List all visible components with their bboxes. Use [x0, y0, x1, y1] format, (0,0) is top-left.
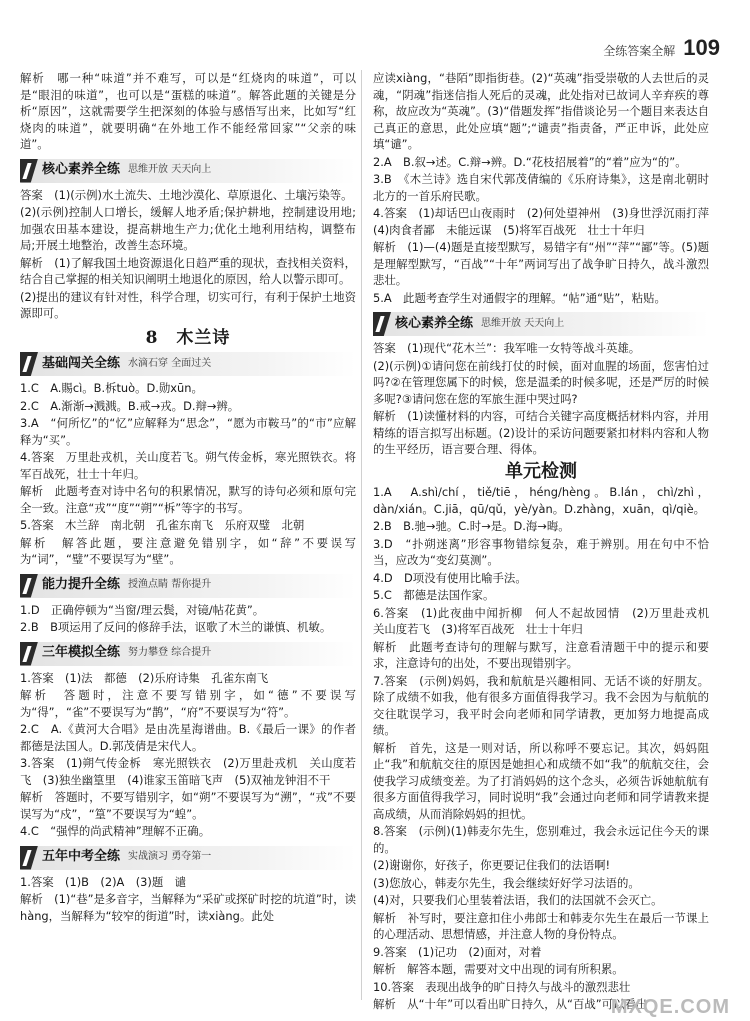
paragraph: 解析 (1)—(4)题是直接型默写，易错字有“州”“萍”“鄙”等。(5)题是理解型默写，“百战”“十年”两词写出了战争旷日持久，战斗激烈悲壮。 [373, 240, 709, 287]
section-badge-icon [373, 312, 391, 336]
paragraph: 解析 解答本题，需要对文中出现的词有所积累。 [373, 962, 624, 976]
section-header [20, 846, 356, 870]
paragraph: 3.D “扑朔迷离”形容事物错综复杂，难于辨别。用在句中不恰当，应改为“变幻莫测”。 [373, 536, 709, 567]
paragraph: 2.B B.驰→驰。C.时→是。D.海→晦。 [373, 519, 570, 533]
watermark: MXQE.COM [610, 995, 730, 1018]
paragraph: 解析 解答此题，要注意避免错别字，如“辞”不要误写为“词”，“璧”不要误写为“壁”。 [20, 535, 356, 566]
section-subtitle: 授渔点睛 帮你提升 [128, 579, 212, 591]
paragraph: (2)谢谢你，好孩子，你更要记住我们的法语啊! [373, 858, 611, 872]
paragraph: 解析 答题时，注意不要写错别字，如“德”不要误写为“得”，“雀”不要误写为“鹊”，“府”不要误写为“符”。 [20, 688, 356, 719]
paragraph: 1.C A.賜cì。B.柝tuò。D.勋xūn。 [20, 381, 203, 395]
section-subtitle: 实战演习 勇夺第一 [128, 851, 212, 863]
section-header [373, 312, 709, 336]
paragraph: 解析 (1)读懂材料的内容，可结合关键字高度概括材料内容，并用精练的语言拟写出标题。(2)设计的采访问题要紧扣材料内容和人物的生平经历，语言要合理、得体。 [373, 409, 709, 456]
section-title: 三年模拟全练 [42, 645, 121, 661]
paragraph: 4.答案 (1)却话巴山夜雨时 (2)何处望神州 (3)身世浮沉雨打萍 (4)肉食者鄙 未能远谋 (5)将军百战死 壮士十年归 [373, 206, 721, 237]
paragraph: 5.C 都德是法国作家。 [373, 588, 495, 602]
unit-title: 单元检测 [505, 460, 577, 482]
column-divider [361, 70, 362, 1000]
lesson-title: 8 木兰诗 [145, 327, 231, 348]
paragraph: (2)(示例)①请问您在前线打仗的时候，面对血腥的场面，您害怕过吗?②在管理您属下的时候，您是温柔的时候多呢，还是严厉的时候多呢?③请问您在您的军旅生涯中哭过吗? [373, 358, 709, 406]
paragraph: (3)您放心，韩麦尔先生，我会继续好好学习法语的。 [373, 875, 640, 890]
paragraph: 3.答案 (1)朔气传金柝 寒光照铁衣 (2)万里赴戎机 关山度若飞 (3)独坐幽篁里 (4)谁家玉笛暗飞声 (5)双袖龙钟泪不干 [20, 756, 356, 787]
paragraph: 解析 哪一种“味道”并不难写，可以是“红烧肉的味道”，可以是“眼泪的味道”，也可以是“蛋糕的味道”。解答此题的关键是分析“原因”，这就需要学生把深刻的体验与感悟写出来，比如写“红烧肉的味道”，就要明确“在外地工作不能经常回家”“父亲的味道”。 [20, 71, 356, 151]
section-header [20, 574, 356, 598]
section-badge-icon [20, 846, 38, 870]
paragraph: 4.答案 万里赴戎机，关山度若飞。朔气传金柝，寒光照铁衣。将军百战死，壮士十年归。 [20, 450, 356, 481]
paragraph: 4.C “强悍的尚武精神”理解不正确。 [20, 824, 211, 838]
section-header [20, 352, 356, 376]
section-subtitle: 水滴石穿 全面过关 [128, 357, 212, 369]
section-badge-icon [20, 642, 38, 666]
paragraph: 2.A B.叙→述。C.辩→辨。D.“花枝招展着”的“着”应为“的”。 [373, 154, 687, 169]
paragraph: 应读xiàng，“巷陌”即指街巷。(2)“英魂”指受崇敬的人去世后的灵魂，“阴魂”指迷信指人死后的灵魂，此处指对已故词人辛弃疾的尊称，故应改为“英魂”。(3)“借题发挥”指借谈论另一个题目来表达自己真正的意思，此处应填“题”;“谴责”指责备，严正申诉，此处应填“谴”。 [373, 71, 709, 151]
section-header [20, 642, 356, 666]
paragraph: 2.C A.渐渐→溅溅。B.戒→戎。D.辩→辨。 [20, 398, 240, 413]
paragraph: 6.答案 (1)此夜曲中闻折柳 何人不起故园情 (2)万里赴戎机 关山度若飞 (3)将军百战死 壮士十年归 [373, 605, 721, 636]
paragraph: 3.A “何所忆”的“忆”应解释为“思念”，“愿为市鞍马”的“市”应解释为“买”。 [20, 416, 356, 447]
paragraph: 1.答案 (1)B (2)A (3)题 谴 [20, 874, 187, 889]
paragraph: 解析 补写时，要注意扣住小弗郎士和韩麦尔先生在最后一节课上的心理活动、思想情感，并注意人物的身份特点。 [373, 910, 709, 941]
section-title: 基础闯关全练 [42, 355, 121, 371]
paragraph: 解析 答题时，不要写错别字，如“朔”不要误写为“溯”，“戎”不要误写为“戍”，“篁”不要误写为“蝗”。 [20, 790, 356, 821]
section-title: 五年中考全练 [42, 849, 121, 865]
paragraph: 5.答案 木兰辞 南北朝 孔雀东南飞 乐府双璧 北朝 [20, 518, 305, 532]
paragraph: 2.C A.《黄河大合唱》是由冼星海谱曲。B.《最后一课》的作者都德是法国人。D.郭茂倩是宋代人。 [20, 722, 356, 753]
paragraph: 解析 此题考查诗句的理解与默写，注意看清题干中的提示和要求，注意诗句的出处，不要出现错别字。 [373, 639, 709, 670]
paragraph: 解析 从“十年”可以看出旷日持久，从“百战”可以看出 [373, 997, 648, 1011]
section-badge-icon [20, 574, 38, 598]
paragraph: (2)提出的建议有针对性，科学合理，切实可行，有利于保护土地资源即可。 [20, 289, 356, 320]
section-subtitle: 思维开放 天天向上 [481, 317, 565, 329]
paragraph: 1.D 正确停顿为“当窗/理云鬓，对镜/帖花黄”。 [20, 602, 265, 617]
paragraph: 2.B B项运用了反问的修辞手法，讴歌了木兰的谦慎、机敏。 [20, 620, 332, 634]
page-number: 109 [683, 35, 720, 60]
paragraph: 8.答案 (示例)(1)韩麦尔先生，您别难过，我会永远记住今天的课的。 [373, 824, 709, 855]
paragraph: 解析 此题考查对诗中名句的积累情况，默写的诗句必须和原句完全一致。注意“戎”“度”“朔”“柝”等字的书写。 [20, 484, 356, 515]
paragraph: 3.B 《木兰诗》选自宋代郭茂倩编的《乐府诗集》，这是南北朝时北方的一首乐府民歌。 [373, 172, 709, 203]
paragraph: 9.答案 (1)记功 (2)面对，对着 [373, 944, 542, 959]
section-badge-icon [20, 352, 38, 376]
page-header [603, 35, 720, 60]
section-badge-icon [20, 159, 38, 183]
paragraph: 4.D D项没有使用比喻手法。 [373, 570, 527, 585]
section-subtitle: 努力攀登 综合提升 [128, 647, 212, 659]
paragraph: 答案 (1)现代“花木兰”：我军唯一女特等战斗英雄。 [373, 341, 641, 355]
paragraph: 解析 (1)“巷”是多音字，当解释为“采矿或探矿时挖的坑道”时，读hàng，当解释为“较窄的街道”时，读xiàng。此处 [20, 892, 356, 923]
paragraph: (4)对，只要我们心里装着法语，我们的法国就不会灭亡。 [373, 893, 663, 907]
paragraph: 解析 首先，这是一则对话，所以称呼不要忘记。其次，妈妈阻止“我”和航航交往的原因是她担心和成绩不如“我”的航航交往，会使我学习成绩变差。为了打消妈妈的这个念头，必须告诉她航航有很多方面值得我学习，同时说明“我”会通过向老师和同学请教来提高成绩，从而消除妈妈的担忧。 [373, 740, 709, 821]
paragraph: 5.A 此题考查学生对通假字的理解。“帖”通“贴”，粘贴。 [373, 290, 666, 305]
section-subtitle: 思维开放 天天向上 [128, 164, 212, 176]
paragraph: 1.答案 (1)法 都德 (2)乐府诗集 孔雀东南飞 [20, 670, 269, 685]
section-title: 核心素养全练 [395, 315, 474, 331]
paragraph: (2)(示例)控制人口增长，缓解人地矛盾;保护耕地，控制建设用地;加强农田基本建设，提高耕地生产力;优化土地利用结构，调整布局;开展土地整治，改善生态环境。 [20, 205, 356, 252]
section-header [20, 159, 356, 183]
section-title: 核心素养全练 [42, 162, 121, 178]
paragraph: 7.答案 (示例)妈妈，我和航航是兴趣相同、无话不谈的好朋友。除了成绩不如我，他有很多方面值得我学习。我不会因为与航航的交往耽误学习，我平时会向老师和同学请教，更加努力地提高成绩。 [373, 673, 709, 737]
header-text: 全练答案全解 [603, 44, 676, 58]
paragraph: 1.A A.shì/chí，tiě/tiē，héng/hèng。B.lán，chì/zhì，dàn/xián。C.jiā，qū/qǔ，yè/yàn。D.zhàng，xuān，qì/qiè。 [373, 485, 709, 516]
paragraph: 答案 (1)(示例)水土流失、土地沙漠化、草原退化、土壤污染等。 [20, 187, 353, 202]
right-column [373, 70, 721, 1014]
section-title: 能力提升全练 [42, 577, 121, 593]
paragraph: 解析 (1)了解我国土地资源退化日趋严重的现状，查找相关资料，结合自己掌握的相关知识阐明土地退化的原因，给人以警示即可。 [20, 255, 356, 286]
paragraph: 10.答案 表现出战争的旷日持久与战斗的激烈悲壮 [373, 979, 631, 994]
left-column [20, 70, 356, 925]
